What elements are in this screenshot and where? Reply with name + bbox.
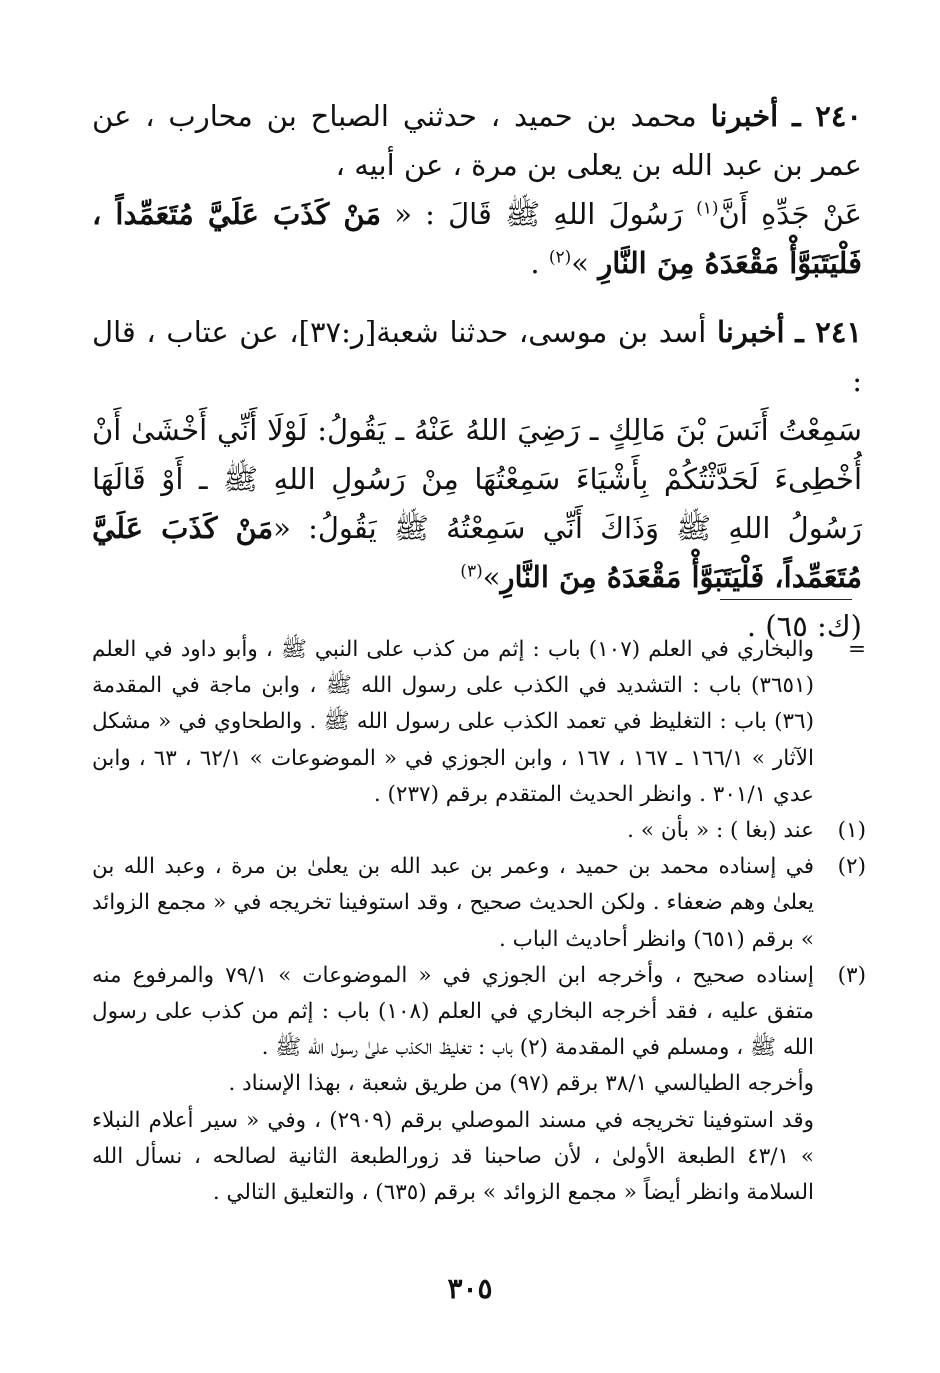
akhbarana-241: أخبرنا: [716, 315, 785, 349]
hadith-number-240: ٢٤٠ ـ: [792, 99, 863, 133]
footnote-1: [92, 813, 866, 849]
hadith-number-241: ٢٤١ ـ: [795, 315, 863, 349]
footnote-continuation: [92, 632, 866, 813]
footnote-1-mark: (١): [837, 818, 866, 844]
hadith-241-isnad: [92, 308, 862, 406]
continuation-mark: =: [847, 637, 866, 662]
matn-intro-240: عَنْ جَدِّهِ أَنَّ: [718, 197, 862, 231]
hadith-240-isnad: [92, 92, 862, 190]
footnote-ref-2: (٢): [548, 247, 572, 268]
hadith-241-matn: [92, 406, 862, 602]
footnote-3-para-1: إسناده صحيح ، وأخرجه ابن الجوزي في « الموضوعات » ٧٩/١ والمرفوع منه متفق عليه ، فقد أخرجه البخاري في العلم (١٠٨) باب : إثم من كذب على رسول الله ﷺ ، ومسلم في المقدمة (٢) باب : تغليظ الكذب علىٰ رسول الله ﷺ .: [92, 962, 814, 1061]
matn-mid-240: رَسُولَ اللهِ ﷺ قَالَ : «: [381, 197, 697, 231]
end-240: .: [530, 246, 549, 280]
matn-241: سَمِعْتُ أَنَسَ بْنَ مَالِكٍ ـ رَضِيَ اللهُ عَنْهُ ـ يَقُولُ: لَوْلَا أَنِّي أَخْشَىٰ أَنْ أُخْطِىءَ لَحَدَّثْتُكُمْ بِأَشْيَاءَ سَمِعْتُهَا مِنْ رَسُولِ اللهِ ﷺ ـ أَوْ قَالَهَا رَسُولُ اللهِ ﷺ وَذَاكَ أَنِّي سَمِعْتُهُ ﷺ يَقُولُ: «: [92, 413, 862, 545]
footnote-3-mark: (٣): [837, 962, 866, 988]
footnote-1-text: عند (بغا ) : « بأن » .: [627, 818, 814, 844]
main-text: [92, 92, 862, 651]
quote-close-240: »: [571, 246, 599, 280]
page-number: ٣٠٥: [447, 1272, 493, 1305]
hadith-240-matn: [92, 190, 862, 288]
akhbarana-240: أخبرنا: [710, 99, 779, 133]
continuation-text: والبخاري في العلم (١٠٧) باب : إثم من كذب على النبي ﷺ ، وأبو داود في العلم (٣٦٥١) باب : التشديد في الكذب على رسول الله ﷺ ، وابن ماجة في المقدمة (٣٦) باب : التغليظ في تعمد الكذب على رسول الله ﷺ . والطحاوي في « مشكل الآثار » ١٦٦/١ ـ ١٦٧ ، ١٦٧ ، وابن الجوزي في « الموضوعات » ٦٢/١ ، ٦٣ ، وابن عدي ٣٠١/١ . وانظر الحديث المتقدم برقم (٢٣٧) .: [92, 637, 815, 807]
isnad-240: محمد بن حميد ، حدثني الصباح بن محارب ، عن عمر بن عبد الله بن يعلى بن مرة ، عن أبيه ،: [92, 99, 862, 182]
quote-close-241: »: [482, 560, 501, 594]
footnote-2: [92, 849, 866, 958]
footnote-2-mark: (٢): [837, 854, 866, 880]
footnote-ref-1: (١): [696, 198, 719, 219]
footnote-3-para-3: وقد استوفينا تخريجه في مسند الموصلي برقم (٢٩٠٩) ، وفي « سير أعلام النبلاء » ٤٣/١ الطبعة الأولىٰ ، لأن صاحبنا قد زورالطبعة الثانية لصالحه ، نسأل الله السلامة وانظر أيضاً « مجمع الزوائد » برقم (٦٣٥) ، والتعليق التالي .: [92, 1107, 814, 1206]
isnad-241: أسد بن موسى، حدثنا شعبة[ر:٣٧]، عن عتاب ، قال :: [92, 315, 862, 398]
footnote-3: [92, 958, 866, 1211]
footnote-ref-3: (٣): [460, 561, 483, 582]
footnote-2-text: في إسناده محمد بن حميد ، وعمر بن عبد الله بن يعلىٰ بن مرة ، وعبد الله بن يعلىٰ وهم ضعفاء . ولكن الحديث صحيح ، وقد استوفينا تخريجه في « مجمع الزوائد » برقم (٦٥١) وانظر أحاديث الباب .: [92, 854, 814, 952]
footnote-3-para-2: وأخرجه الطيالسي ٣٨/١ برقم (٩٧) من طريق شعبة ، بهذا الإسناد .: [228, 1071, 814, 1097]
footnotes-section: [92, 632, 866, 1211]
footnote-3-body: [92, 958, 814, 1211]
prophetic-quote-240: مَنْ كَذَبَ عَلَيَّ مُتَعَمِّداً ، فَلْيَتَبَوَّأْ مَقْعَدَهُ مِنَ النَّارِ: [92, 197, 862, 280]
prophetic-quote-241: مَنْ كَذَبَ عَلَيَّ مُتَعَمِّداً، فَلْيَتَبَوَّأْ مَقْعَدَهُ مِنَ النَّارِ: [92, 511, 862, 594]
reference-241: (ك: ٦٥) .: [746, 609, 862, 643]
footnote-separator: [720, 599, 852, 600]
